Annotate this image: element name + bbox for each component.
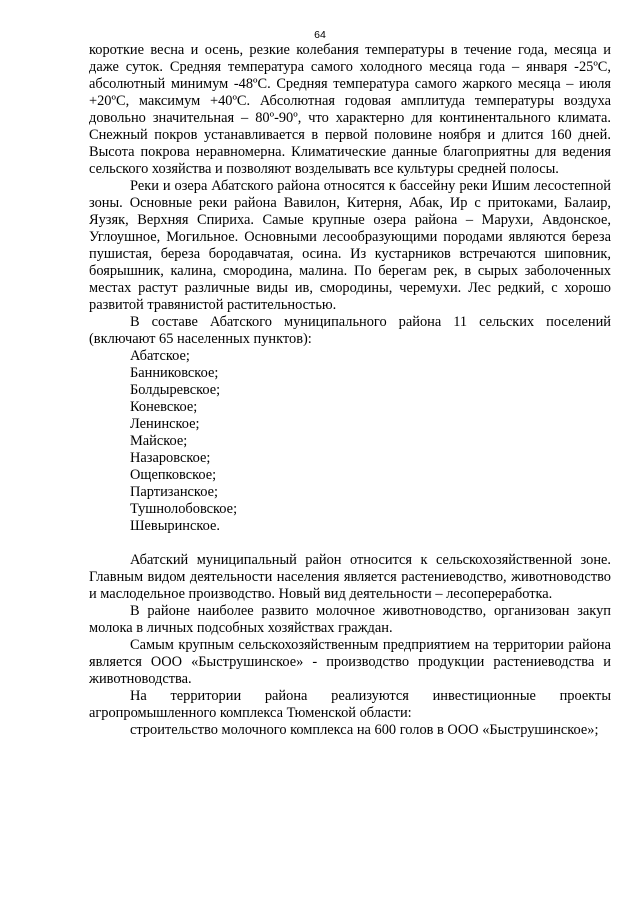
paragraph-dairy: В районе наиболее развито молочное животноводство, организован закуп молока в личных подсобных хозяйствах граждан. [89, 603, 611, 636]
paragraph-climate: короткие весна и осень, резкие колебания температуры в течение года, месяца и даже суток. Средняя температура самого холодного месяца года – января -25ºС, абсолютный минимум -48ºС. Средняя температура самого жаркого месяца – июля +20ºС, максимум +40ºС. Абсолютная годовая амплитуда температуры воздуха довольно значительная – 80º-90º, что характерно для континентального климата. Снежный покров устанавливается в первой половине ноября и длится 160 дней. Высота покрова неравномерна. Климатические данные благоприятны для ведения сельского хозяйства и позволяют возделывать все культуры средней полосы. [89, 42, 611, 177]
list-item: Болдыревское; [130, 382, 221, 398]
list-item: Тушнолобовское; [130, 501, 238, 517]
paragraph-dairy-complex: строительство молочного комплекса на 600 голов в ООО «Быструшинское»; [130, 722, 599, 738]
page-number: 64 [314, 29, 326, 41]
list-item: Коневское; [130, 399, 198, 415]
spacer [89, 535, 611, 552]
paragraph-enterprise: Самым крупным сельскохозяйственным предприятием на территории района является ООО «Быструшинское» - производство продукции растениеводства и животноводства. [89, 637, 611, 687]
list-item: Банниковское; [130, 365, 219, 381]
list-item: Шевыринское. [130, 518, 220, 534]
paragraph-economy: Абатский муниципальный район относится к сельскохозяйственной зоне. Главным видом деятельности населения является растениеводство, животноводство и маслодельное производство. Новый вид деятельности – лесопереработка. [89, 552, 611, 602]
document-body [89, 42, 611, 739]
list-item: Назаровское; [130, 450, 211, 466]
list-item: Абатское; [130, 348, 190, 364]
list-item: Ленинское; [130, 416, 200, 432]
paragraph-rivers-lakes: Реки и озера Абатского района относятся к бассейну реки Ишим лесостепной зоны. Основные реки района Вавилон, Китерня, Абак, Ир с притоками, Балаир, Яузяк, Верхняя Спириха. Самые крупные озера района – Марухи, Авдонское, Углоушное, Могильное. Основными лесообразующими породами являются береза пушистая, береза бородавчатая, осина. Из кустарников встречаются шиповник, боярышник, калина, смородина, малина. По берегам рек, в сырых заболоченных местах растут различные виды ив, смородины, черемухи. Лес редкий, с хорошо развитой травянистой растительностью. [89, 178, 611, 313]
list-item: Ощепковское; [130, 467, 217, 483]
paragraph-settlements-intro: В составе Абатского муниципального района 11 сельских поселений (включают 65 населенных пунктов): [89, 314, 611, 347]
settlements-list [89, 348, 611, 535]
list-item: Партизанское; [130, 484, 218, 500]
paragraph-investment: На территории района реализуются инвестиционные проекты агропромышленного комплекса Тюменской области: [89, 688, 611, 721]
list-item: Майское; [130, 433, 188, 449]
